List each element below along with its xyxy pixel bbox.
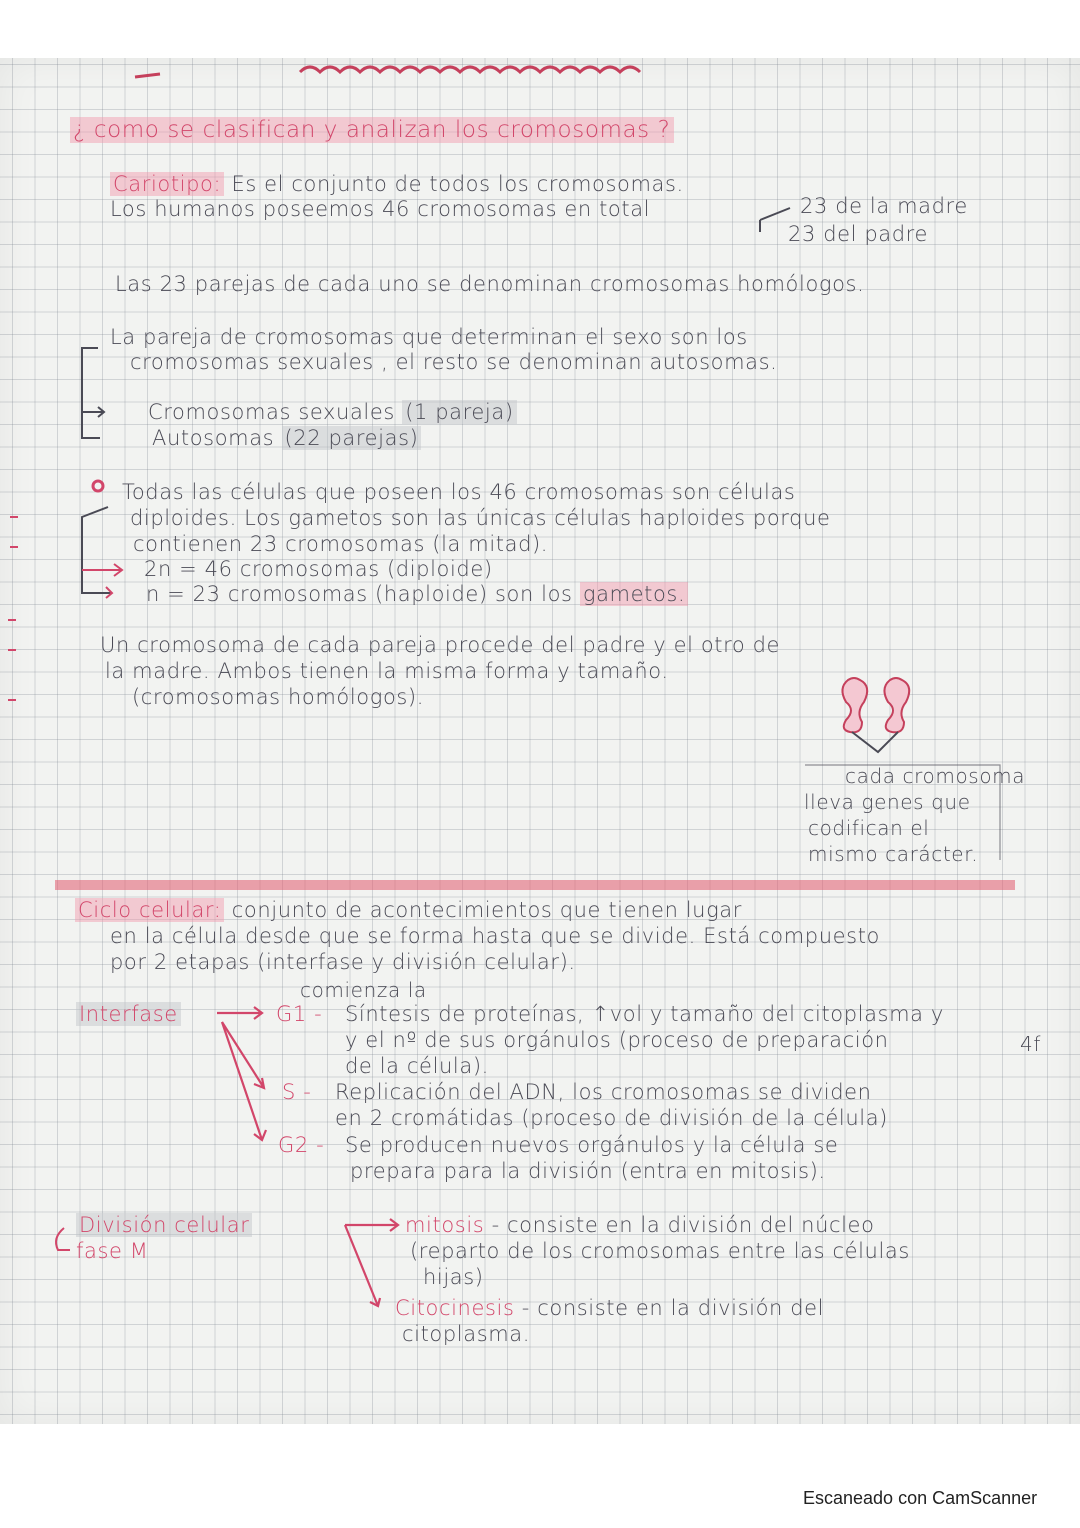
diploides-line1: Todas las células que poseen los 46 cromosomas son células (122, 480, 796, 504)
sexo-item1: Cromosomas sexuales (1 pareja) (148, 400, 517, 425)
padre-text: 23 del padre (788, 222, 928, 246)
mitosis-line3: hijas) (423, 1265, 484, 1289)
caption-line1: cada cromosoma (845, 764, 1026, 788)
division-label: División celular (76, 1213, 252, 1238)
g1-line1: Síntesis de proteínas, ↑vol y tamaño del citoplasma y (345, 1002, 944, 1026)
cito-line2: citoplasma. (402, 1322, 531, 1346)
mitosis-line2: (reparto de los cromosomas entre las células (410, 1239, 910, 1263)
homologos-line2: la madre. Ambos tienen la misma forma y tamaño. (105, 659, 669, 683)
ciclo-line3: por 2 etapas (interfase y división celular). (110, 950, 576, 974)
division-sub: fase M (76, 1239, 149, 1263)
cito-line1: Citocinesis - consiste en la división del (395, 1296, 825, 1320)
g1-label: G1 - (276, 1002, 323, 1026)
homologos-line3: (cromosomas homólogos). (132, 685, 424, 709)
cariotipo-line1: Cariotipo: Es el conjunto de todos los cromosomas. (110, 172, 684, 197)
parejas-text: Las 23 parejas de cada uno se denominan cromosomas homólogos. (115, 272, 865, 296)
g2-label: G2 - (278, 1133, 325, 1157)
margin-note: 4f (1020, 1032, 1041, 1056)
s-label: S - (282, 1080, 312, 1104)
diploides-line3: contienen 23 cromosomas (la mitad). (133, 532, 549, 556)
mitosis-line1: mitosis - consiste en la división del núcleo (405, 1213, 875, 1237)
s-line2: en 2 cromátidas (proceso de división de la célula) (335, 1106, 888, 1130)
caption-line2: lleva genes que (804, 790, 971, 814)
homologos-line1: Un cromosoma de cada pareja procede del padre y el otro de (100, 633, 781, 657)
scanner-watermark: Escaneado con CamScanner (803, 1488, 1038, 1508)
cariotipo-line2: Los humanos poseemos 46 cromosomas en total (110, 197, 651, 221)
interfase-label: Interfase (76, 1002, 181, 1027)
diploides-line2: diploides. Los gametos son las únicas células haploides porque (130, 506, 831, 530)
sexo-line2: cromosomas sexuales , el resto se denominan autosomas. (130, 350, 778, 374)
diploides-item2: n = 23 cromosomas (haploide) son los gametos. (146, 582, 688, 607)
interfase-note: comienza la (300, 978, 427, 1002)
madre-text: 23 de la madre (800, 194, 968, 218)
g2-line1: Se producen nuevos orgánulos y la célula se (345, 1133, 839, 1157)
ciclo-line2: en la célula desde que se forma hasta que se divide. Está compuesto (110, 924, 880, 948)
sexo-item2: Autosomas (22 parejas) (152, 426, 421, 451)
diploides-item1: 2n = 46 cromosomas (diploide) (144, 557, 493, 581)
caption-line3: codifican el (808, 816, 930, 840)
sexo-line1: La pareja de cromosomas que determinan el sexo son los (110, 325, 748, 349)
caption-line4: mismo carácter. (808, 842, 979, 866)
g1-line3: de la célula). (345, 1054, 489, 1078)
s-line1: Replicación del ADN, los cromosomas se dividen (335, 1080, 872, 1104)
question-title: ¿ como se clasifican y analizan los cromosomas ? (70, 118, 674, 143)
chromosome-pair-drawing (842, 678, 909, 752)
g2-line2: prepara para la división (entra en mitosis). (350, 1159, 826, 1183)
g1-line2: y el nº de sus orgánulos (proceso de preparación (345, 1028, 889, 1052)
ciclo-line1: Ciclo celular: conjunto de acontecimientos que tienen lugar (75, 898, 742, 923)
